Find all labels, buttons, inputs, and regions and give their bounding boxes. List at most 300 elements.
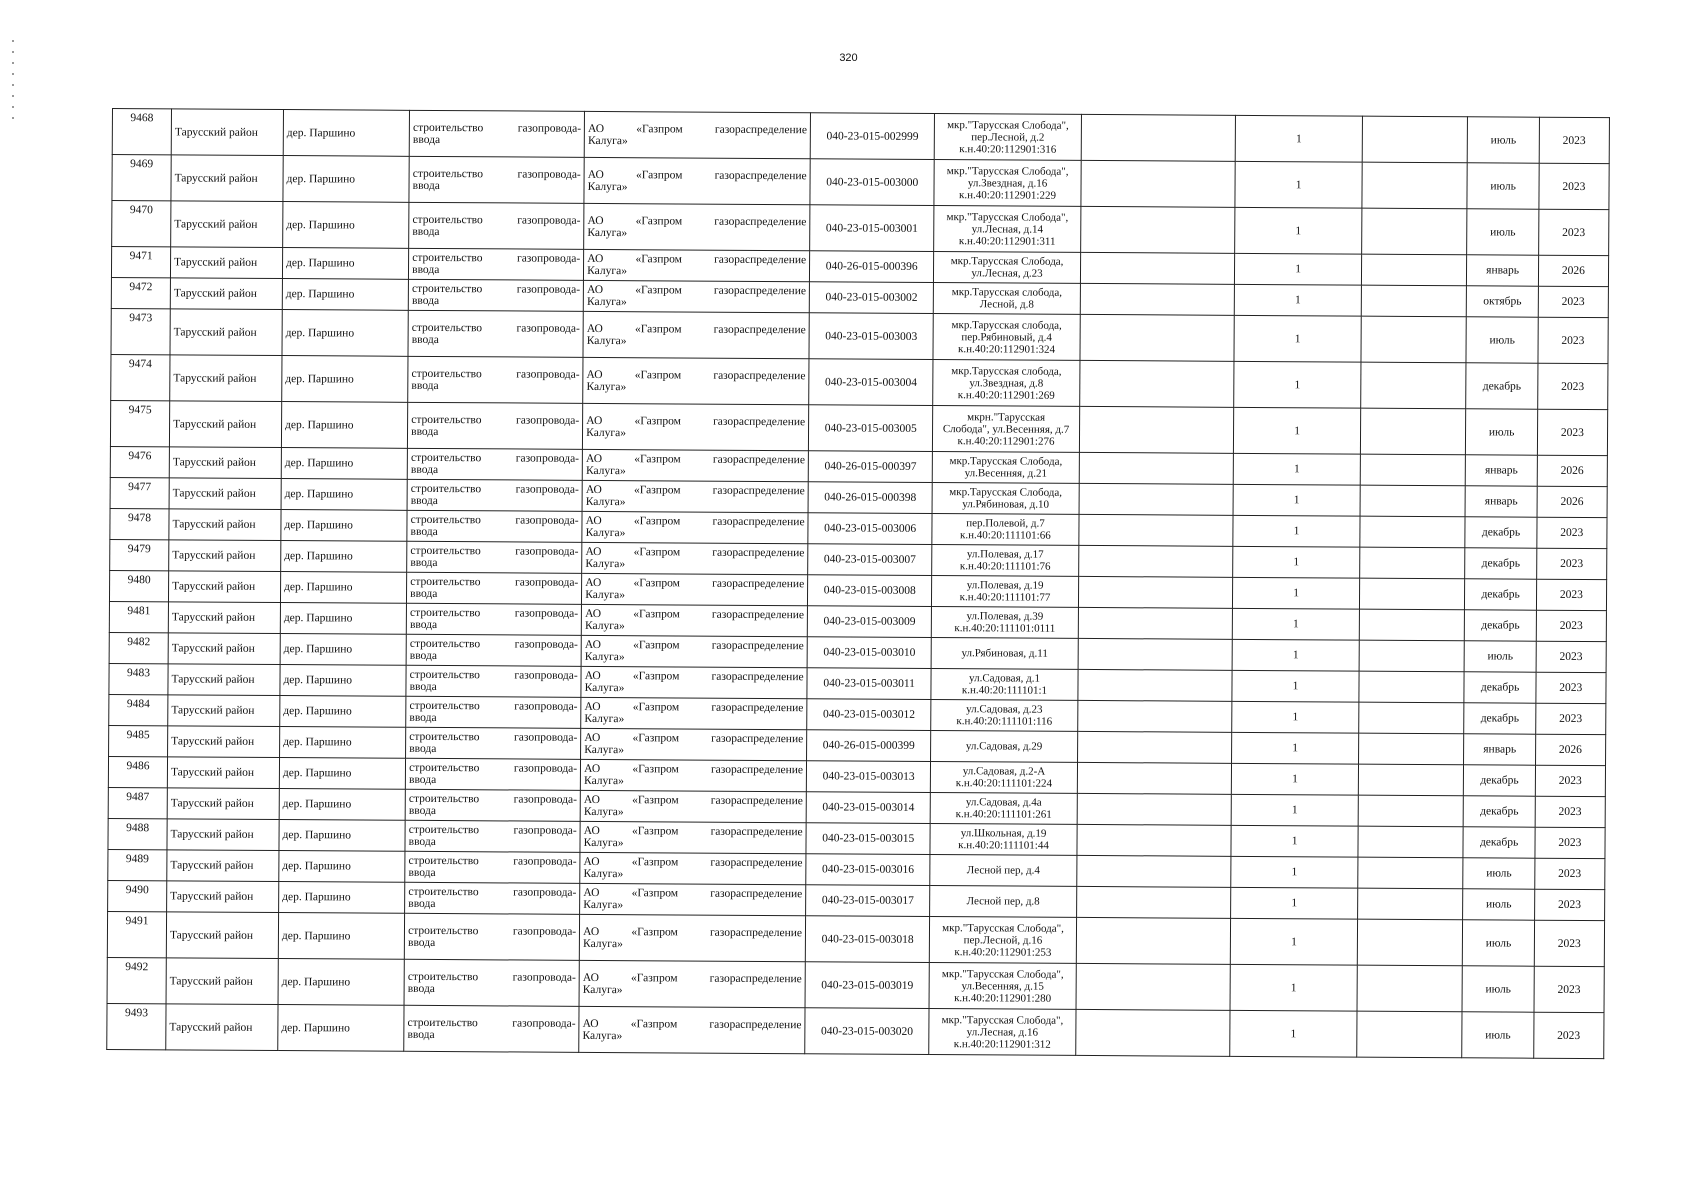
work-type-line: строительство газопровода- xyxy=(412,121,582,135)
address-line: Лесной пер, д.8 xyxy=(966,895,1040,908)
village-cell xyxy=(282,310,408,357)
empty-cell xyxy=(1360,454,1466,486)
month-value: октябрь xyxy=(1483,295,1522,308)
address-line: мкр."Тарусская Слобода", xyxy=(946,210,1069,224)
organization-line: АО «Газпром газораспределение xyxy=(587,252,807,267)
organization-line: АО «Газпром газораспределение xyxy=(588,122,808,136)
year-value: 2023 xyxy=(1558,774,1582,787)
work-type-line: ввода xyxy=(408,936,436,949)
year-cell xyxy=(1535,796,1605,827)
district-cell xyxy=(168,695,280,727)
organization-cell xyxy=(583,403,809,450)
year-cell xyxy=(1538,317,1609,363)
year-value: 2023 xyxy=(1561,295,1585,308)
year-value: 2023 xyxy=(1559,619,1583,632)
year-value: 2023 xyxy=(1559,650,1583,663)
address-line: мкрн."Тарусская xyxy=(967,410,1046,424)
object-code: 040-26-015-000399 xyxy=(822,739,915,752)
address-line: мкр."Тарусская Слобода", xyxy=(947,118,1069,132)
district-name: Тарусский район xyxy=(174,125,258,139)
village-cell xyxy=(281,510,407,542)
village-name: дер. Паршино xyxy=(285,288,355,301)
year-cell xyxy=(1535,827,1605,858)
year-value: 2026 xyxy=(1560,495,1584,508)
row-number-cell xyxy=(111,277,170,308)
address-cell xyxy=(930,793,1077,825)
quantity-value: 1 xyxy=(1293,463,1300,476)
organization-line: Калуга» xyxy=(585,588,626,602)
address-line: пер.Лесной, д.16 xyxy=(963,933,1043,947)
quantity-value: 1 xyxy=(1293,587,1300,600)
address-line: к.н.40:20:111101:1 xyxy=(961,684,1048,697)
row-number: 9485 xyxy=(126,729,150,742)
row-number-cell xyxy=(112,155,171,201)
row-number: 9493 xyxy=(124,1007,149,1020)
empty-cell xyxy=(1077,731,1232,763)
work-type-cell xyxy=(405,882,580,914)
district-name: Тарусский район xyxy=(169,1020,253,1034)
organization-line: АО «Газпром газораспределение xyxy=(586,322,806,336)
month-value: декабрь xyxy=(1481,526,1521,539)
empty-cell xyxy=(1358,702,1464,734)
year-cell xyxy=(1537,517,1607,548)
quantity-cell xyxy=(1232,670,1358,702)
object-code-cell xyxy=(807,668,931,700)
empty-cell xyxy=(1078,669,1233,701)
district-cell xyxy=(170,278,282,310)
row-number-cell xyxy=(110,477,169,508)
address-cell xyxy=(932,545,1079,577)
row-number: 9483 xyxy=(127,667,151,680)
address-line: мкр.Тарусская слобода, xyxy=(951,364,1062,378)
work-type-cell xyxy=(404,1005,579,1052)
address-line: к.н.40:20:112901:269 xyxy=(957,388,1055,402)
organization-line: АО «Газпром газораспределение xyxy=(586,452,805,467)
object-code: 040-26-015-000397 xyxy=(824,460,917,473)
row-number-cell xyxy=(108,818,167,849)
object-code: 040-23-015-003006 xyxy=(824,522,917,535)
row-number: 9484 xyxy=(126,698,150,711)
work-type-line: строительство газопровода- xyxy=(409,761,578,775)
work-type-line: ввода xyxy=(412,133,441,146)
empty-cell xyxy=(1079,360,1234,407)
quantity-cell xyxy=(1233,577,1359,609)
village-name: дер. Паршино xyxy=(282,829,352,842)
district-cell xyxy=(168,602,280,634)
address-cell xyxy=(931,762,1078,794)
quantity-cell xyxy=(1235,161,1361,208)
empty-cell xyxy=(1357,857,1463,889)
object-code: 040-23-015-003010 xyxy=(823,646,916,659)
object-code: 040-23-015-003008 xyxy=(823,584,916,597)
object-code-cell xyxy=(805,962,929,1009)
object-code-cell xyxy=(808,482,932,514)
village-cell xyxy=(280,634,406,666)
month-value: июль xyxy=(1488,425,1515,439)
district-name: Тарусский район xyxy=(169,974,253,988)
district-cell xyxy=(171,155,283,202)
organization-line: Калуга» xyxy=(584,619,625,633)
address-line: к.н.40:20:111101:0111 xyxy=(954,622,1056,635)
address-line: ул.Садовая, д.23 xyxy=(966,703,1043,716)
year-value: 2023 xyxy=(1562,180,1586,193)
work-type-line: ввода xyxy=(411,379,439,392)
quantity-cell xyxy=(1230,1010,1356,1057)
month-value: июль xyxy=(1485,898,1512,911)
work-type-line: строительство газопровода- xyxy=(412,167,581,181)
month-value: июль xyxy=(1485,1028,1511,1042)
address-line: к.н.40:20:111101:224 xyxy=(955,777,1053,790)
work-type-line: строительство газопровода- xyxy=(408,854,577,868)
organization-line: АО «Газпром газораспределение xyxy=(585,607,805,622)
district-cell xyxy=(168,664,280,696)
village-cell xyxy=(280,696,406,728)
address-line: ул.Полевая, д.17 xyxy=(966,548,1044,561)
month-value: июль xyxy=(1489,333,1515,347)
year-cell xyxy=(1539,163,1610,209)
organization-cell xyxy=(583,357,809,404)
organization-line: Калуга» xyxy=(587,226,628,239)
organization-cell xyxy=(582,480,808,512)
address-cell xyxy=(932,607,1079,639)
month-value: январь xyxy=(1483,743,1517,756)
district-name: Тарусский район xyxy=(173,371,257,385)
quantity-cell xyxy=(1233,546,1359,578)
month-cell xyxy=(1467,255,1538,286)
object-code-cell xyxy=(809,313,933,360)
district-cell xyxy=(169,401,281,448)
empty-cell xyxy=(1078,607,1233,639)
object-code: 040-23-015-003005 xyxy=(824,421,917,435)
organization-cell xyxy=(582,542,808,574)
district-name: Тарусский район xyxy=(173,325,257,339)
district-name: Тарусский район xyxy=(170,828,254,841)
quantity-cell xyxy=(1234,453,1360,485)
organization-cell xyxy=(582,573,808,605)
organization-cell xyxy=(579,1006,805,1053)
empty-cell xyxy=(1360,408,1466,455)
organization-cell xyxy=(584,157,810,204)
address-cell xyxy=(933,314,1080,361)
district-cell xyxy=(167,850,279,882)
address-line: к.н.40:20:111101:261 xyxy=(955,808,1052,821)
empty-cell xyxy=(1359,671,1465,703)
organization-line: АО «Газпром газораспределение xyxy=(583,855,803,870)
work-type-line: строительство газопровода- xyxy=(410,544,579,558)
village-name: дер. Паршино xyxy=(284,457,354,470)
month-cell xyxy=(1463,889,1534,920)
gas-pipeline-registry-table xyxy=(106,108,1610,1059)
work-type-line: ввода xyxy=(409,742,437,755)
village-name: дер. Паршино xyxy=(283,705,352,718)
year-cell xyxy=(1534,858,1604,889)
work-type-cell xyxy=(405,789,580,821)
district-cell xyxy=(168,571,280,603)
year-value: 2023 xyxy=(1557,983,1581,996)
village-cell xyxy=(281,402,407,449)
empty-cell xyxy=(1077,700,1232,732)
organization-cell xyxy=(581,728,807,760)
row-number-cell xyxy=(110,446,169,477)
work-type-line: строительство газопровода- xyxy=(407,1016,576,1030)
organization-line: АО «Газпром газораспределение xyxy=(583,793,803,808)
quantity-value: 1 xyxy=(1295,224,1302,237)
year-value: 2023 xyxy=(1559,588,1583,601)
village-name: дер. Паршино xyxy=(282,798,352,811)
address-cell xyxy=(931,638,1078,670)
month-cell xyxy=(1465,486,1536,517)
district-cell xyxy=(171,109,283,156)
work-type-line: ввода xyxy=(409,680,437,693)
empty-cell xyxy=(1360,485,1466,517)
month-cell xyxy=(1464,672,1535,703)
quantity-value: 1 xyxy=(1291,935,1297,948)
organization-cell xyxy=(583,311,809,358)
row-number: 9479 xyxy=(127,543,151,556)
address-cell xyxy=(934,114,1081,161)
month-cell xyxy=(1466,409,1538,455)
village-cell xyxy=(283,202,409,249)
empty-cell xyxy=(1358,795,1464,827)
empty-cell xyxy=(1360,362,1466,409)
address-line: ул.Полевая, д.19 xyxy=(966,579,1044,592)
district-cell xyxy=(169,540,281,572)
address-line: ул.Садовая, д.1 xyxy=(969,672,1041,685)
year-cell xyxy=(1536,579,1606,610)
address-cell xyxy=(931,669,1078,701)
organization-line: АО «Газпром газораспределение xyxy=(585,545,805,560)
village-name: дер. Паршино xyxy=(286,218,355,231)
address-line: пер.Полевой, д.7 xyxy=(966,517,1045,530)
empty-cell xyxy=(1357,919,1463,966)
month-value: июль xyxy=(1490,133,1517,147)
organization-line: Калуга» xyxy=(584,650,625,664)
quantity-value: 1 xyxy=(1294,424,1301,437)
district-cell xyxy=(167,788,279,820)
quantity-cell xyxy=(1234,407,1360,454)
empty-cell xyxy=(1361,254,1467,286)
address-line: ул.Садовая, д.4а xyxy=(965,796,1042,809)
month-cell xyxy=(1464,703,1535,734)
district-name: Тарусский район xyxy=(172,580,256,593)
address-line: Лесной пер, д.4 xyxy=(966,864,1040,877)
organization-line: Калуга» xyxy=(585,464,626,478)
year-cell xyxy=(1534,889,1604,920)
organization-line: АО «Газпром газораспределение xyxy=(587,283,807,298)
district-cell xyxy=(166,958,278,1005)
work-type-line: ввода xyxy=(407,982,435,995)
empty-cell xyxy=(1361,285,1467,317)
year-value: 2023 xyxy=(1558,836,1582,849)
village-cell xyxy=(278,1005,404,1052)
object-code: 040-23-015-003009 xyxy=(823,615,916,628)
row-number-cell xyxy=(109,601,168,632)
work-type-cell xyxy=(407,510,582,542)
district-name: Тарусский район xyxy=(174,171,258,185)
object-code-cell xyxy=(807,699,931,731)
row-number-cell xyxy=(109,663,168,694)
month-value: декабрь xyxy=(1481,557,1521,570)
row-number-cell xyxy=(109,694,168,725)
month-cell xyxy=(1465,641,1536,672)
address-line: мкр."Тарусская Слобода", xyxy=(946,164,1069,178)
quantity-cell xyxy=(1231,825,1357,857)
address-line: ул.Рябиновая, д.11 xyxy=(961,647,1048,660)
work-type-line: строительство газопровода- xyxy=(410,451,580,465)
row-number: 9486 xyxy=(126,760,150,773)
address-line: к.н.40:20:112901:312 xyxy=(953,1037,1051,1051)
organization-cell xyxy=(582,449,808,481)
work-type-line: строительство газопровода- xyxy=(412,251,581,265)
row-number: 9471 xyxy=(129,250,153,263)
address-line: мкр.Тарусская слобода, xyxy=(951,286,1063,299)
organization-line: Калуга» xyxy=(583,867,624,881)
village-cell xyxy=(281,541,407,573)
quantity-value: 1 xyxy=(1293,525,1300,538)
month-cell xyxy=(1468,117,1540,163)
quantity-cell xyxy=(1233,639,1359,671)
year-cell xyxy=(1536,610,1606,641)
organization-line: АО «Газпром газораспределение xyxy=(585,514,805,529)
empty-cell xyxy=(1078,576,1233,608)
address-line: ул.Садовая, д.2-А xyxy=(962,765,1046,778)
object-code: 040-23-015-003020 xyxy=(821,1024,914,1038)
address-cell xyxy=(930,886,1077,918)
quantity-cell xyxy=(1230,964,1356,1011)
village-cell xyxy=(279,882,405,914)
empty-cell xyxy=(1080,283,1235,315)
year-cell xyxy=(1533,1012,1604,1058)
address-line: к.н.40:20:112901:253 xyxy=(954,945,1052,959)
district-name: Тарусский район xyxy=(171,642,255,655)
object-code-cell xyxy=(809,282,933,314)
object-code-cell xyxy=(810,251,934,283)
year-cell xyxy=(1535,703,1605,734)
work-type-line: ввода xyxy=(409,773,437,786)
quantity-value: 1 xyxy=(1292,711,1299,724)
address-cell xyxy=(932,576,1079,608)
object-code-cell xyxy=(810,113,934,160)
month-cell xyxy=(1463,827,1534,858)
quantity-cell xyxy=(1231,887,1357,919)
year-value: 2023 xyxy=(1557,1029,1581,1042)
address-line: ул.Звездная, д.8 xyxy=(969,376,1044,390)
organization-line: АО «Газпром газораспределение xyxy=(584,638,804,653)
month-value: июль xyxy=(1485,982,1511,996)
row-number: 9488 xyxy=(126,822,150,835)
district-cell xyxy=(169,478,281,510)
row-number-cell xyxy=(111,247,170,278)
address-line: к.н.40:20:111101:76 xyxy=(959,560,1051,573)
work-type-cell xyxy=(409,202,584,249)
work-type-line: строительство газопровода- xyxy=(409,668,578,682)
work-type-line: ввода xyxy=(412,225,440,238)
work-type-cell xyxy=(406,665,581,697)
district-name: Тарусский район xyxy=(170,890,254,903)
work-type-cell xyxy=(405,851,580,883)
empty-cell xyxy=(1361,316,1467,363)
organization-line: Калуга» xyxy=(586,295,627,309)
row-number: 9480 xyxy=(127,574,151,587)
empty-cell xyxy=(1076,917,1231,964)
quantity-value: 1 xyxy=(1293,494,1300,507)
village-cell xyxy=(280,572,406,604)
organization-cell xyxy=(581,666,807,698)
address-line: к.н.40:20:111101:77 xyxy=(959,591,1051,604)
organization-cell xyxy=(581,635,807,667)
year-cell xyxy=(1537,455,1607,486)
month-cell xyxy=(1465,579,1536,610)
month-cell xyxy=(1464,765,1535,796)
village-name: дер. Паршино xyxy=(284,519,353,532)
quantity-value: 1 xyxy=(1292,773,1298,786)
village-name: дер. Паршино xyxy=(285,257,355,270)
row-number: 9490 xyxy=(125,884,149,897)
quantity-cell xyxy=(1235,284,1361,316)
object-code: 040-23-015-003014 xyxy=(822,801,915,814)
empty-cell xyxy=(1076,886,1231,918)
month-value: декабрь xyxy=(1480,774,1519,787)
address-line: к.н.40:20:112901:229 xyxy=(958,188,1057,202)
organization-line: Калуга» xyxy=(586,380,627,393)
month-value: июль xyxy=(1487,650,1514,663)
work-type-cell xyxy=(408,279,583,311)
organization-line: АО «Газпром газораспределение xyxy=(587,214,807,228)
village-cell xyxy=(280,665,406,697)
object-code-cell xyxy=(807,730,931,762)
village-cell xyxy=(282,279,408,311)
district-cell xyxy=(170,309,282,356)
address-cell xyxy=(934,252,1081,284)
organization-cell xyxy=(580,852,806,884)
object-code-cell xyxy=(806,761,930,793)
village-name: дер. Паршино xyxy=(282,891,351,904)
empty-cell xyxy=(1358,733,1464,765)
organization-line: Калуга» xyxy=(586,426,627,439)
work-type-line: ввода xyxy=(408,866,436,879)
empty-cell xyxy=(1077,824,1232,856)
address-line: к.н.40:20:112901:316 xyxy=(959,142,1057,156)
row-number-cell xyxy=(111,308,170,354)
year-cell xyxy=(1534,966,1605,1012)
district-name: Тарусский район xyxy=(172,456,256,469)
quantity-value: 1 xyxy=(1291,897,1298,910)
object-code: 040-23-015-003004 xyxy=(824,375,918,389)
year-cell xyxy=(1535,734,1605,765)
empty-cell xyxy=(1357,965,1463,1012)
work-type-cell xyxy=(408,310,583,357)
organization-line: Калуга» xyxy=(583,836,624,850)
work-type-line: строительство газопровода- xyxy=(412,213,581,227)
object-code-cell xyxy=(809,405,933,452)
quantity-value: 1 xyxy=(1292,680,1299,693)
object-code-cell xyxy=(808,513,932,545)
month-cell xyxy=(1464,796,1535,827)
year-cell xyxy=(1536,641,1606,672)
village-name: дер. Паршино xyxy=(283,674,353,687)
row-number-cell xyxy=(107,911,166,957)
organization-line: Калуга» xyxy=(582,983,623,996)
quantity-value: 1 xyxy=(1295,178,1302,191)
address-cell xyxy=(934,206,1081,253)
village-name: дер. Паршино xyxy=(281,929,351,942)
organization-line: АО «Газпром газораспределение xyxy=(583,925,803,939)
empty-cell xyxy=(1079,406,1234,453)
table-row xyxy=(107,1003,1604,1058)
work-type-line: строительство газопровода- xyxy=(407,970,576,984)
quantity-cell xyxy=(1232,763,1358,795)
quantity-value: 1 xyxy=(1291,804,1298,817)
